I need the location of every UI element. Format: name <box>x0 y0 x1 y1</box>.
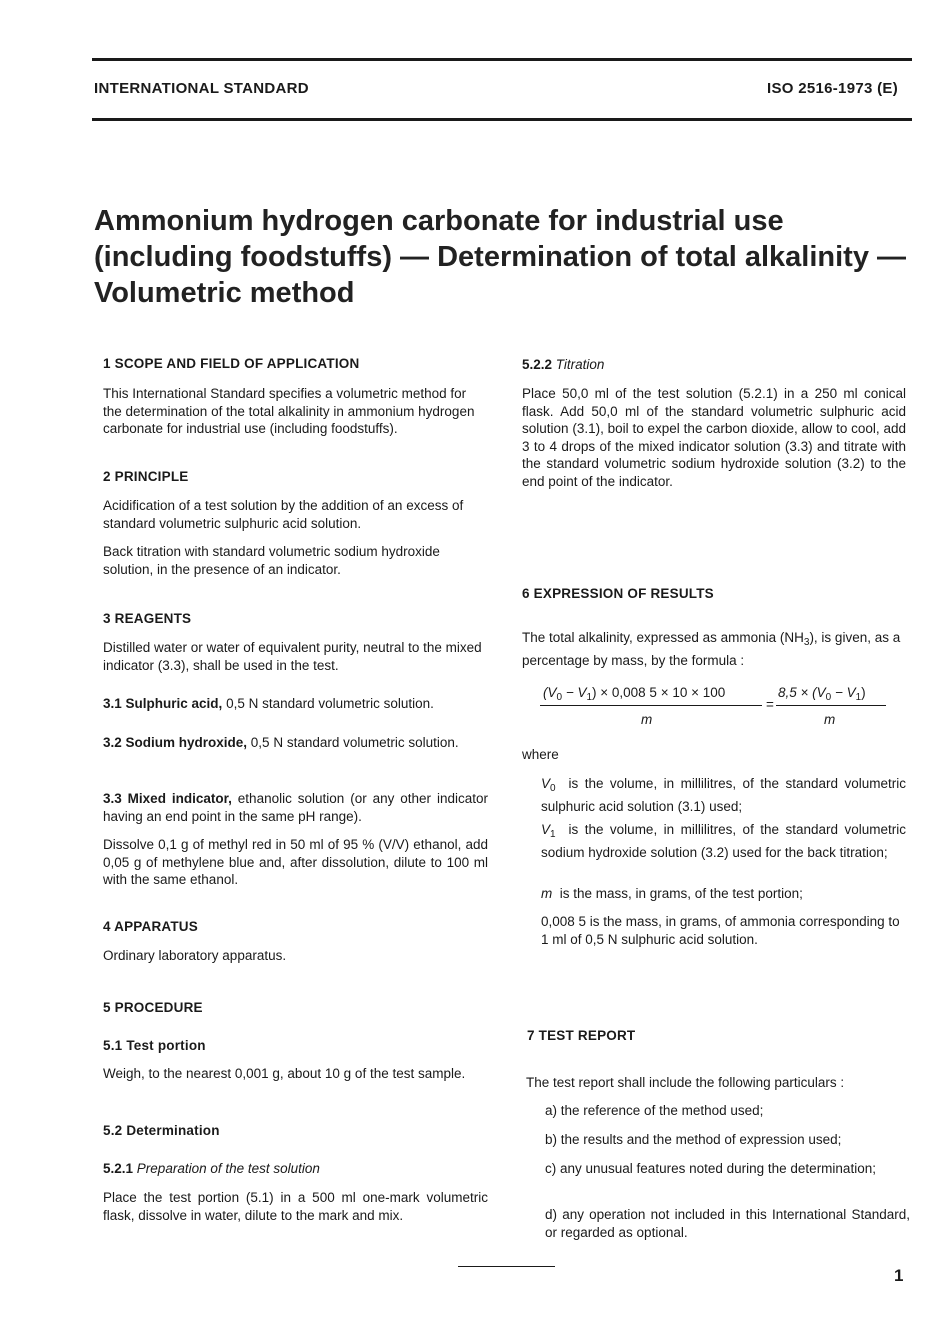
section-5-heading: 5 PROCEDURE <box>103 1000 203 1015</box>
section-7-text: The test report shall include the following particulars : <box>526 1075 845 1090</box>
header-bottom-rule <box>92 118 912 121</box>
section-5-2-2-title: Titration <box>555 357 605 372</box>
formula-2-close: ) <box>861 685 866 700</box>
section-3-paragraph: Distilled water or water of equivalent purity, neutral to the mixed indicator (3.3), shall be used in the test. <box>103 640 482 673</box>
formula-fraction-bar-2 <box>776 705 886 706</box>
section-5-2-2-heading <box>522 356 604 374</box>
where-m <box>541 885 906 903</box>
section-4-heading: 4 APPARATUS <box>103 919 198 934</box>
formula-equals: = <box>766 697 774 712</box>
formula-2-v1-sub: 1 <box>855 692 862 703</box>
formula-v1-sub: 1 <box>586 692 593 703</box>
section-6-text-subscript: 3 <box>803 637 810 648</box>
section-5-2-2-text: Place 50,0 ml of the test solution (5.2.1) in a 250 ml conical flask. Add 50,0 ml of the standard volumetric sulphuric acid solution (3.1), boil to expel the carbon dioxide, allow to cool, add 3 to 4 drops of the mixed indicator solution (3.3) and titrate with the standard volumetric sodium hydroxide solution (3.2) to the end point of the indicator. <box>522 386 906 489</box>
reagent-3-2 <box>103 734 488 752</box>
where-v1-symbol: V <box>541 822 551 837</box>
formula-v1-symbol: − V <box>562 685 587 700</box>
section-6-text-b: ), is given, as a percentage by mass, by the formula : <box>522 630 901 668</box>
where-v0-sub: 0 <box>550 783 556 794</box>
formula-v0-symbol: (V <box>543 685 557 700</box>
section-4-text: Ordinary laboratory apparatus. <box>103 948 287 963</box>
reagent-3-1-label: 3.1 Sulphuric acid, <box>103 696 223 711</box>
where-v0-text: is the volume, in millilitres, of the standard volumetric sulphuric acid solution (3.1) used; <box>541 776 906 814</box>
section-1-heading: 1 SCOPE AND FIELD OF APPLICATION <box>103 356 360 371</box>
where-m-symbol: m <box>541 886 553 901</box>
section-2-paragraph-1: Acidification of a test solution by the addition of an excess of standard volumetric sulphuric acid solution. <box>103 498 464 531</box>
where-v1-sub: 1 <box>550 829 556 840</box>
formula-numerator-1 <box>543 684 725 707</box>
document-title: Ammonium hydrogen carbonate for industrial use (including foodstuffs) — Determination of total alkalinity — Volumetric method <box>94 205 906 309</box>
formula-2-v1-symbol: − V <box>831 685 856 700</box>
reagent-3-1-text: 0,5 N standard volumetric solution. <box>226 696 434 711</box>
where-v1-text: is the volume, in millilitres, of the standard volumetric sodium hydroxide solution (3.2) used for the back titration; <box>541 822 906 860</box>
section-6-text <box>522 629 908 669</box>
formula-denominator-1: m <box>641 712 653 727</box>
where-v0-symbol: V <box>541 776 551 791</box>
formula-numerator-2 <box>778 684 866 707</box>
section-2-heading: 2 PRINCIPLE <box>103 469 189 484</box>
section-5-2-1-text: Place the test portion (5.1) in a 500 ml one-mark volumetric flask, dissolve in water, dilute to the mark and mix. <box>103 1190 488 1223</box>
section-1-text: This International Standard specifies a volumetric method for the determination of the total alkalinity in ammonium hydrogen carbonate for industrial use (including foodstuffs). <box>103 386 475 436</box>
section-5-2-2-number: 5.2.2 <box>522 357 553 372</box>
reagent-3-3-label: 3.3 Mixed indicator, <box>103 791 232 806</box>
report-item-b: b) the results and the method of expression used; <box>545 1132 842 1147</box>
section-6-text-a: The total alkalinity, expressed as ammonia (NH <box>522 630 804 645</box>
section-5-2-1-number: 5.2.1 <box>103 1161 134 1176</box>
header-standard-label: INTERNATIONAL STANDARD <box>94 80 309 97</box>
header-top-rule <box>92 58 912 61</box>
section-5-2-heading: 5.2 Determination <box>103 1123 220 1138</box>
reagent-3-2-text: 0,5 N standard volumetric solution. <box>250 735 459 750</box>
formula-fraction-bar-1 <box>540 705 762 706</box>
report-item-a: a) the reference of the method used; <box>545 1103 764 1118</box>
formula-constant-part: ) × 0,008 5 × 10 × 100 <box>592 685 726 700</box>
formula-2-v0-sub: 0 <box>825 692 832 703</box>
section-5-2-1-title: Preparation of the test solution <box>136 1161 320 1176</box>
formula-v0-sub: 0 <box>556 692 563 703</box>
reagent-3-1 <box>103 695 488 713</box>
section-7-heading: 7 TEST REPORT <box>527 1028 636 1043</box>
formula-denominator-2: m <box>824 712 836 727</box>
section-2-paragraph-2: Back titration with standard volumetric sodium hydroxide solution, in the presence of an indicator. <box>103 544 440 577</box>
page-number: 1 <box>894 1266 904 1285</box>
footer-rule <box>458 1266 555 1267</box>
reagent-3-2-label: 3.2 Sodium hydroxide, <box>103 735 248 750</box>
section-6-heading: 6 EXPRESSION OF RESULTS <box>522 586 714 601</box>
report-item-c: c) any unusual features noted during the determination; <box>545 1161 876 1176</box>
section-5-1-heading: 5.1 Test portion <box>103 1038 206 1053</box>
reagent-3-3 <box>103 790 488 825</box>
reagent-3-3-text: ethanolic solution (or any other indicator having an end point in the same pH range). <box>103 791 488 824</box>
header-standard-number: ISO 2516-1973 (E) <box>766 80 898 97</box>
where-label: where <box>522 747 559 762</box>
report-item-d: d) any operation not included in this International Standard, or regarded as optional. <box>545 1207 910 1240</box>
where-v0 <box>541 775 906 815</box>
where-constant: 0,008 5 is the mass, in grams, of ammonia corresponding to 1 ml of 0,5 N sulphuric acid solution. <box>541 914 900 947</box>
section-5-2-1-heading <box>103 1160 320 1178</box>
formula-2-v0-symbol: 8,5 × (V <box>778 685 826 700</box>
section-5-1-text: Weigh, to the nearest 0,001 g, about 10 g of the test sample. <box>103 1066 466 1081</box>
where-m-text: is the mass, in grams, of the test portion; <box>559 886 803 901</box>
section-3-heading: 3 REAGENTS <box>103 611 192 626</box>
reagent-3-3-preparation: Dissolve 0,1 g of methyl red in 50 ml of 95 % (V/V) ethanol, add 0,05 g of methylene blue and, after dissolution, dilute to 100 ml with the same ethanol. <box>103 837 488 887</box>
where-v1 <box>541 821 906 861</box>
